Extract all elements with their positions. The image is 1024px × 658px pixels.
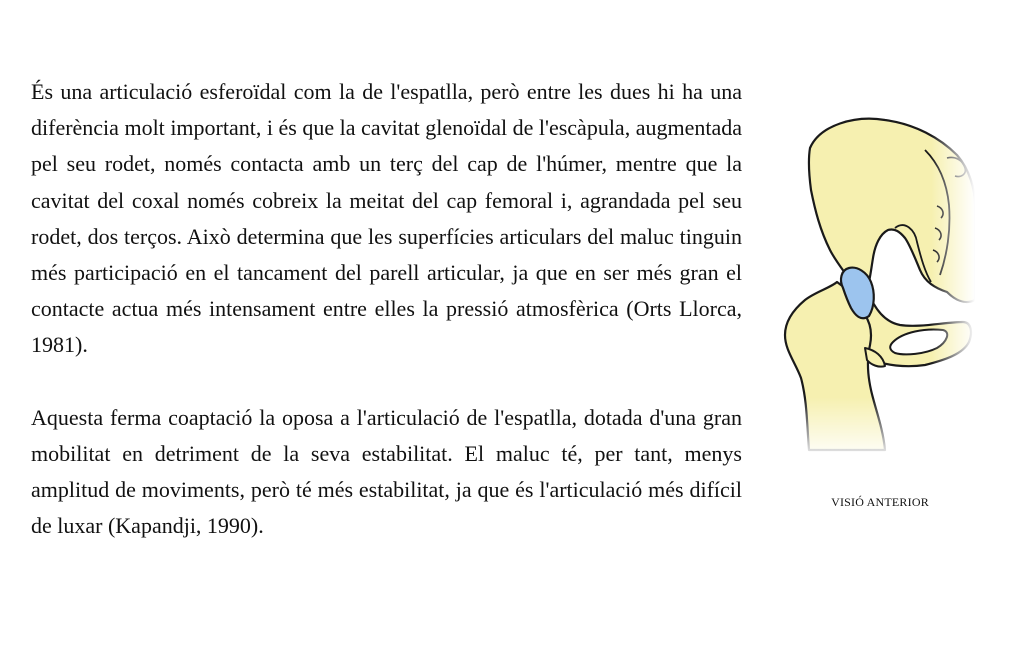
hip-joint-illustration [775, 110, 975, 460]
paragraph-2: Aquesta ferma coaptació la oposa a l'articulació de l'espatlla, dotada d'una gran mobilitat en detriment de la seva estabilitat. El maluc té, per tant, menys amplitud de moviments, però té més estabilitat, ja que és l'articulació més difícil de luxar (Kapandji, 1990). [31, 404, 742, 539]
article-text [31, 74, 742, 544]
figure-caption: VISIÓ ANTERIOR [831, 495, 929, 509]
paragraph-1: És una articulació esferoïdal com la de l'espatlla, però entre les dues hi ha una diferència molt important, i és que la cavitat glenoïdal de l'escàpula, augmentada pel seu rodet, només contacta amb un terç del cap de l'húmer, mentre que la cavitat del coxal només cobreix la meitat del cap femoral i, agrandada pel seu rodet, dos terços. Això determina que les superfícies articulars del maluc tinguin més participació en el tancament del parell articular, ja que en ser més gran el contacte actua més intensament entre elles la pressió atmosfèrica (Orts Llorca, 1981). [31, 79, 742, 358]
